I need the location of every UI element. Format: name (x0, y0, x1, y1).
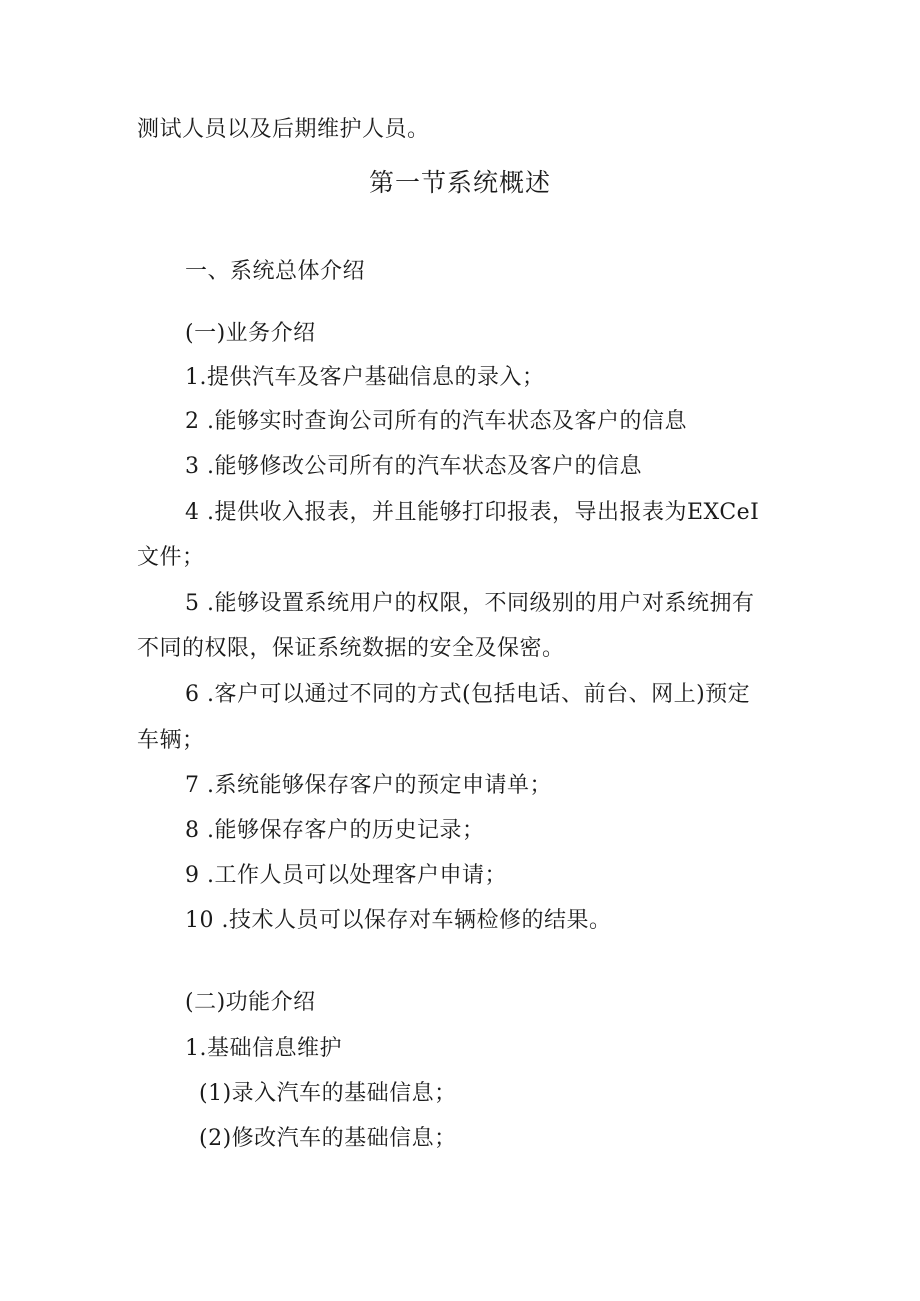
function-item-1: (1)录入汽车的基础信息； (199, 1081, 457, 1106)
business-item-7: 7 .系统能够保存客户的预定申请单； (185, 773, 552, 798)
business-item-6-cont: 车辆； (137, 728, 205, 753)
business-item-1: 1.提供汽车及客户基础信息的录入； (185, 365, 545, 390)
business-item-2: 2 .能够实时查询公司所有的汽车状态及客户的信息 (185, 409, 687, 434)
business-item-4-cont: 文件； (137, 545, 205, 570)
business-item-10: 10 .技术人员可以保存对车辆检修的结果。 (185, 908, 612, 933)
business-item-5-cont: 不同的权限，保证系统数据的安全及保密。 (137, 636, 565, 661)
part1-heading: 一、系统总体介绍 (185, 259, 366, 284)
function-heading: (二)功能介绍 (185, 990, 316, 1015)
function-subheading: 1.基础信息维护 (185, 1036, 342, 1061)
business-item-4: 4 .提供收入报表，并且能够打印报表，导出报表为EXCeI (185, 500, 760, 525)
business-item-6: 6 .客户可以通过不同的方式(包括电话、前台、网上)预定 (185, 682, 751, 707)
business-item-9: 9 .工作人员可以处理客户申请； (185, 863, 507, 888)
section-title: 第一节系统概述 (368, 168, 551, 197)
function-item-2: (2)修改汽车的基础信息； (199, 1126, 457, 1151)
intro-tail-text: 测试人员以及后期维护人员。 (137, 117, 430, 142)
business-heading: (一)业务介绍 (185, 321, 316, 346)
business-item-8: 8 .能够保存客户的历史记录； (185, 818, 485, 843)
business-item-3: 3 .能够修改公司所有的汽车状态及客户的信息 (185, 454, 642, 479)
business-item-5: 5 .能够设置系统用户的权限，不同级别的用户对系统拥有 (185, 591, 755, 616)
